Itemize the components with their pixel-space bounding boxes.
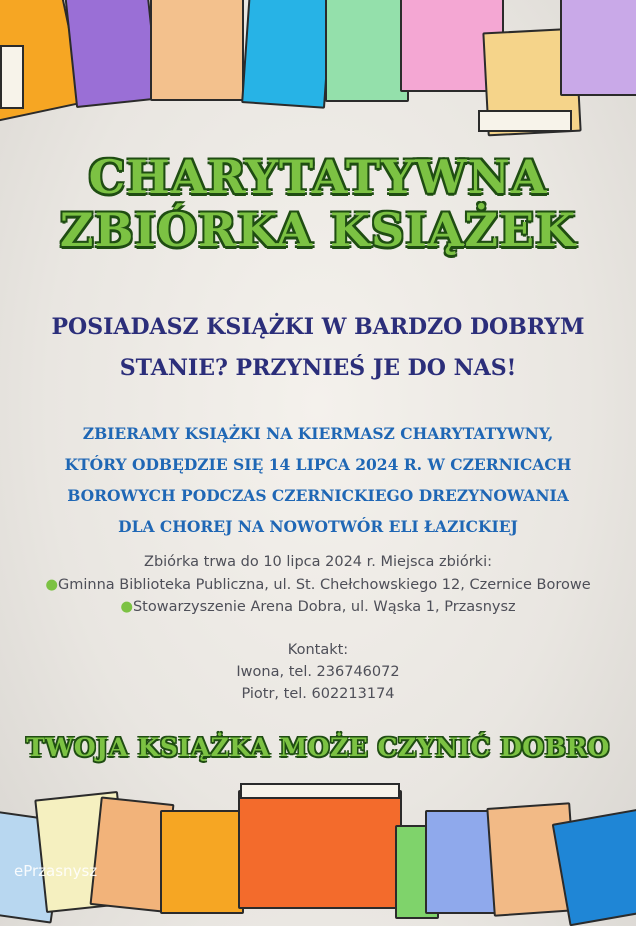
slogan: TWOJA KSIĄŻKA MOŻE CZYNIĆ DOBRO xyxy=(26,733,610,762)
watermark-logo: ePrzasnysz xyxy=(14,862,98,880)
contact-person-1: Iwona, tel. 236746072 xyxy=(236,664,400,680)
book-pages-icon xyxy=(478,110,572,132)
location-item-2 xyxy=(0,596,636,618)
book-icon xyxy=(560,0,636,96)
info-line-3: BOROWYCH PODCZAS CZERNICKIEGO DREZYNOWANIA xyxy=(67,486,569,505)
location-1-text: Gminna Biblioteka Publiczna, ul. St. Chełchowskiego 12, Czernice Borowe xyxy=(57,577,591,593)
poster-title-line-1: CHARYTATYWNA xyxy=(88,150,548,204)
bullet-icon: ● xyxy=(120,599,133,615)
info-line-4: DLA CHOREJ NA NOWOTWÓR ELI ŁAZICKIEJ xyxy=(118,517,518,536)
books-bottom-decoration xyxy=(0,785,636,900)
book-icon xyxy=(325,0,409,102)
book-icon xyxy=(238,790,402,909)
book-icon xyxy=(64,0,159,108)
books-top-decoration xyxy=(0,0,636,150)
question-line-2: STANIE? PRZYNIEŚ JE DO NAS! xyxy=(119,355,517,381)
question-line-1: POSIADASZ KSIĄŻKI W BARDZO DOBRYM xyxy=(51,314,585,340)
book-pages-icon xyxy=(0,45,24,109)
location-item-1 xyxy=(0,574,636,596)
poster-title-line-2: ZBIÓRKA KSIĄŻEK xyxy=(59,203,577,257)
book-pages-icon xyxy=(240,783,400,799)
info-line-2: KTÓRY ODBĘDZIE SIĘ 14 LIPCA 2024 R. W CZERNICACH xyxy=(64,455,572,474)
book-icon xyxy=(160,810,244,914)
contact-label: Kontakt: xyxy=(287,642,349,658)
info-line-1: ZBIERAMY KSIĄŻKI NA KIERMASZ CHARYTATYWNY, xyxy=(82,424,554,443)
bullet-icon: ● xyxy=(45,577,58,593)
book-icon xyxy=(241,0,333,109)
location-2-text: Stowarzyszenie Arena Dobra, ul. Wąska 1, Przasnysz xyxy=(132,599,516,615)
contact-person-2: Piotr, tel. 602213174 xyxy=(241,686,395,702)
collection-intro: Zbiórka trwa do 10 lipca 2024 r. Miejsca zbiórki: xyxy=(144,554,492,570)
book-icon xyxy=(150,0,244,101)
